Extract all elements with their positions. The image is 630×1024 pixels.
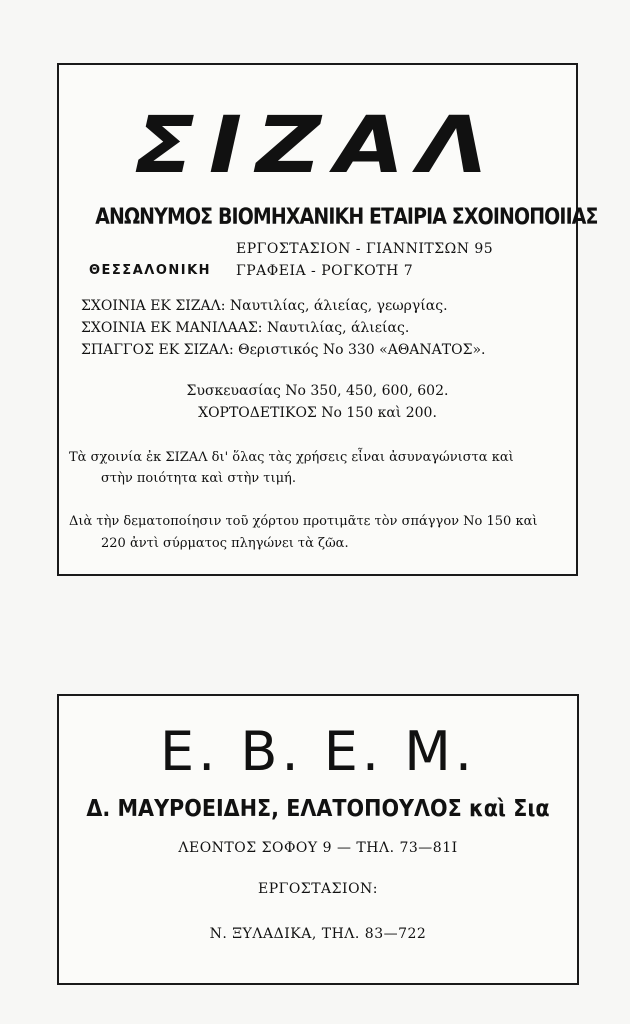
sizal-offices-address: ΓΡΑΦΕΙΑ - ΡΟΓΚΟΤΗ 7 [236, 263, 414, 279]
sizal-product-3: ΣΠΑΓΓΟΣ ΕΚ ΣΙΖΑΛ: Θεριστικός Νο 330 «ΑΘΑΝΑΤΟΣ». [81, 342, 486, 358]
ad-ebem [57, 694, 579, 985]
sizal-brand: ΣΙΖΑΛ [133, 101, 502, 191]
ebem-factory-address: Ν. ΞΥΛΑΔΙΚΑ, ΤΗΛ. 83—722 [209, 926, 427, 942]
sizal-city: ΘΕΣΣΑΛΟΝΙΚΗ [89, 263, 212, 278]
sizal-claim-line-2: στὴν ποιότητα καὶ στὴν τιμή. [101, 471, 296, 486]
ebem-factory-label: ΕΡΓΟΣΤΑΣΙΟΝ: [257, 881, 379, 897]
ebem-brand: Ε. Β. Ε. Μ. [159, 720, 477, 783]
ad-sizal [57, 63, 598, 576]
sizal-product-1: ΣΧΟΙΝΙΑ ΕΚ ΣΙΖΑΛ: Ναυτιλίας, άλιείας, γεωργίας. [81, 298, 448, 314]
sizal-advice-line-1: Διὰ τὴν δεματοποίησιν τοῦ χόρτου προτιμᾶτε τὸν σπάγγον Νο 150 καὶ [69, 514, 538, 529]
sizal-company-name: ΑΝΩΝΥΜΟΣ ΒΙΟΜΗΧΑΝΙΚΗ ΕΤΑΙΡΙΑ ΣΧΟΙΝΟΠΟΙΙΑΣ [95, 205, 598, 230]
ebem-address: ΛΕΟΝΤΟΣ ΣΟΦΟΥ 9 — ΤΗΛ. 73—81Ι [178, 840, 458, 856]
sizal-product-2: ΣΧΟΙΝΙΑ ΕΚ ΜΑΝΙΛΑΑΣ: Ναυτιλίας, άλιείας. [81, 320, 410, 336]
sizal-factory-address: ΕΡΓΟΣΤΑΣΙΟΝ - ΓΙΑΝΝΙΤΣΩΝ 95 [236, 241, 494, 257]
sizal-binder: ΧΟΡΤΟΔΕΤΙΚΟΣ Νο 150 καὶ 200. [198, 405, 437, 421]
ebem-owners: Δ. ΜΑΥΡΟΕΙΔΗΣ, ΕΛΑΤΟΠΟΥΛΟΣ καὶ Σια [86, 796, 550, 822]
sizal-advice-line-2: 220 ἀντὶ σύρματος πληγώνει τὰ ζῶα. [101, 536, 349, 551]
sizal-claim-line-1: Τὰ σχοινία ἐκ ΣΙΖΑΛ δι' ὅλας τὰς χρήσεις εἶναι ἀσυναγώνιστα καὶ [69, 450, 514, 465]
sizal-packaging: Συσκευασίας Νο 350, 450, 600, 602. [186, 383, 449, 399]
